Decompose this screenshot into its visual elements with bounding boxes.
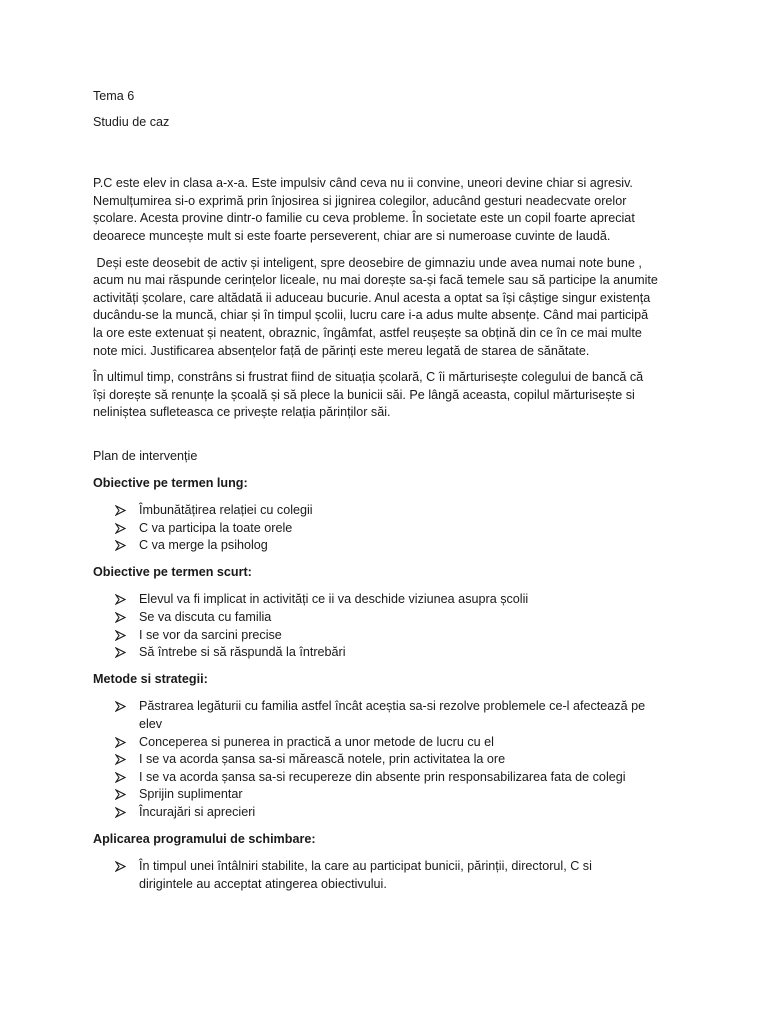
arrow-bullet-icon: [115, 786, 129, 803]
paragraph: [93, 255, 680, 361]
text-line: deoarece muncește mult si este foarte perseverent, chiar are si numeroase cuvinte de laudă.: [93, 228, 611, 243]
list-item: [115, 609, 680, 627]
plan-sections: [93, 475, 680, 894]
document-title: Tema 6: [93, 89, 135, 103]
arrow-bullet-icon: [115, 769, 129, 786]
list-item: [115, 627, 680, 645]
list-item-text: Elevul va fi implicat in activități ce ii va deschide viziunea asupra școlii: [139, 592, 529, 607]
section-heading: Obiective pe termen scurt:: [93, 564, 252, 579]
bullet-list: [93, 502, 680, 555]
list-item: [115, 769, 680, 787]
arrow-bullet-icon: [115, 858, 129, 875]
arrow-bullet-icon: [115, 627, 129, 644]
list-item-text: dirigintele au acceptat atingerea obiectivului.: [139, 876, 387, 891]
arrow-bullet-icon: [115, 644, 129, 661]
list-item: [115, 591, 680, 609]
text-line: activități școlare, care altădată ii aduceau bucurie. Anul acesta a optat sa își câștige singur existența: [93, 290, 651, 305]
list-item: [115, 734, 680, 752]
text-line: școlare. Acesta provine dintr-o familie cu ceva probleme. În societate este un copil foarte apreciat: [93, 211, 635, 226]
bullet-list: [93, 591, 680, 661]
text-line: acum nu mai răspunde cerințelor liceale, nu mai dorește sa-și facă temele sau să participe la anumite: [93, 273, 658, 288]
list-item: [115, 804, 680, 822]
case-study-body: [93, 175, 680, 422]
arrow-bullet-icon: [115, 751, 129, 768]
list-item-text: elev: [139, 717, 163, 732]
arrow-bullet-icon: [115, 609, 129, 626]
list-item-text: C va participa la toate orele: [139, 520, 293, 535]
list-item: [115, 520, 680, 538]
list-item-text: Îmbunătățirea relației cu colegii: [139, 503, 313, 518]
arrow-bullet-icon: [115, 537, 129, 554]
text-line: neliniștea sufleteasca ce privește relația părinților săi.: [93, 405, 391, 420]
text-line: În ultimul timp, constrâns si frustrat fiind de situația școlară, C îi mărturisește colegului de bancă că: [93, 370, 644, 385]
list-item-text: C va merge la psiholog: [139, 538, 268, 553]
arrow-bullet-icon: [115, 698, 129, 715]
list-item: [115, 537, 680, 555]
document-subtitle: Studiu de caz: [93, 114, 170, 129]
text-line: P.C este elev in clasa a-x-a. Este impulsiv când ceva nu ii convine, uneori devine chiar si agresiv.: [93, 176, 633, 191]
arrow-bullet-icon: [115, 734, 129, 751]
list-item-text: Conceperea si punerea in practică a unor metode de lucru cu el: [139, 734, 494, 749]
list-item-text: I se vor da sarcini precise: [139, 627, 282, 642]
list-item-text: I se va acorda șansa sa-si recupereze din absente prin responsabilizarea fata de colegi: [139, 769, 626, 784]
section-heading: Obiective pe termen lung:: [93, 475, 248, 490]
list-item: [115, 502, 680, 520]
list-item: [115, 751, 680, 769]
list-item: [115, 698, 680, 733]
list-item-text: Păstrarea legăturii cu familia astfel încât aceștia sa-si rezolve problemele ce-l afectează pe: [139, 699, 646, 714]
text-line: note mici. Justificarea absențelor față de părinți este mereu legată de starea de sănătate.: [93, 343, 590, 358]
plan-title: Plan de intervenție: [93, 448, 198, 463]
list-item: [115, 858, 680, 893]
text-line: își dorește să renunțe la școală și să plece la bunicii săi. Pe lângă aceasta, copilul mărturisește si: [93, 387, 635, 402]
list-item-text: În timpul unei întâlniri stabilite, la care au participat bunicii, părinții, directorul, C si: [139, 859, 592, 874]
section-heading: Metode si strategii:: [93, 671, 208, 686]
text-line: Nemulțumirea si-o exprimă prin înjosirea si jignirea colegilor, aducând gesturi neadecvate orelor: [93, 193, 627, 208]
text-line: la ore este extenuat și neatent, obraznic, îngâmfat, astfel reușește sa obțină din ce în ce mai multe: [93, 325, 642, 340]
text-line: Deși este deosebit de activ și inteligent, spre deosebire de gimnaziu unde avea numai note bune ,: [93, 255, 642, 270]
arrow-bullet-icon: [115, 520, 129, 537]
paragraph: [93, 175, 680, 245]
list-item-text: Încurajări si aprecieri: [139, 805, 256, 819]
arrow-bullet-icon: [115, 804, 129, 821]
list-item-text: Sprijin suplimentar: [139, 787, 243, 802]
arrow-bullet-icon: [115, 502, 129, 519]
list-item-text: Se va discuta cu familia: [139, 610, 272, 625]
bullet-list: [93, 858, 680, 893]
list-item: [115, 644, 680, 662]
bullet-list: [93, 698, 680, 821]
text-line: ducându-se la muncă, chiar și în timpul școlii, lucru care i-a adus multe absențe. Când mai participă: [93, 308, 649, 323]
section-heading: Aplicarea programului de schimbare:: [93, 831, 316, 846]
list-item-text: I se va acorda șansa sa-si mărească notele, prin activitatea la ore: [139, 752, 506, 767]
list-item: [115, 786, 680, 804]
paragraph: [93, 369, 680, 422]
list-item-text: Să întrebe si să răspundă la întrebări: [139, 645, 346, 660]
arrow-bullet-icon: [115, 591, 129, 608]
